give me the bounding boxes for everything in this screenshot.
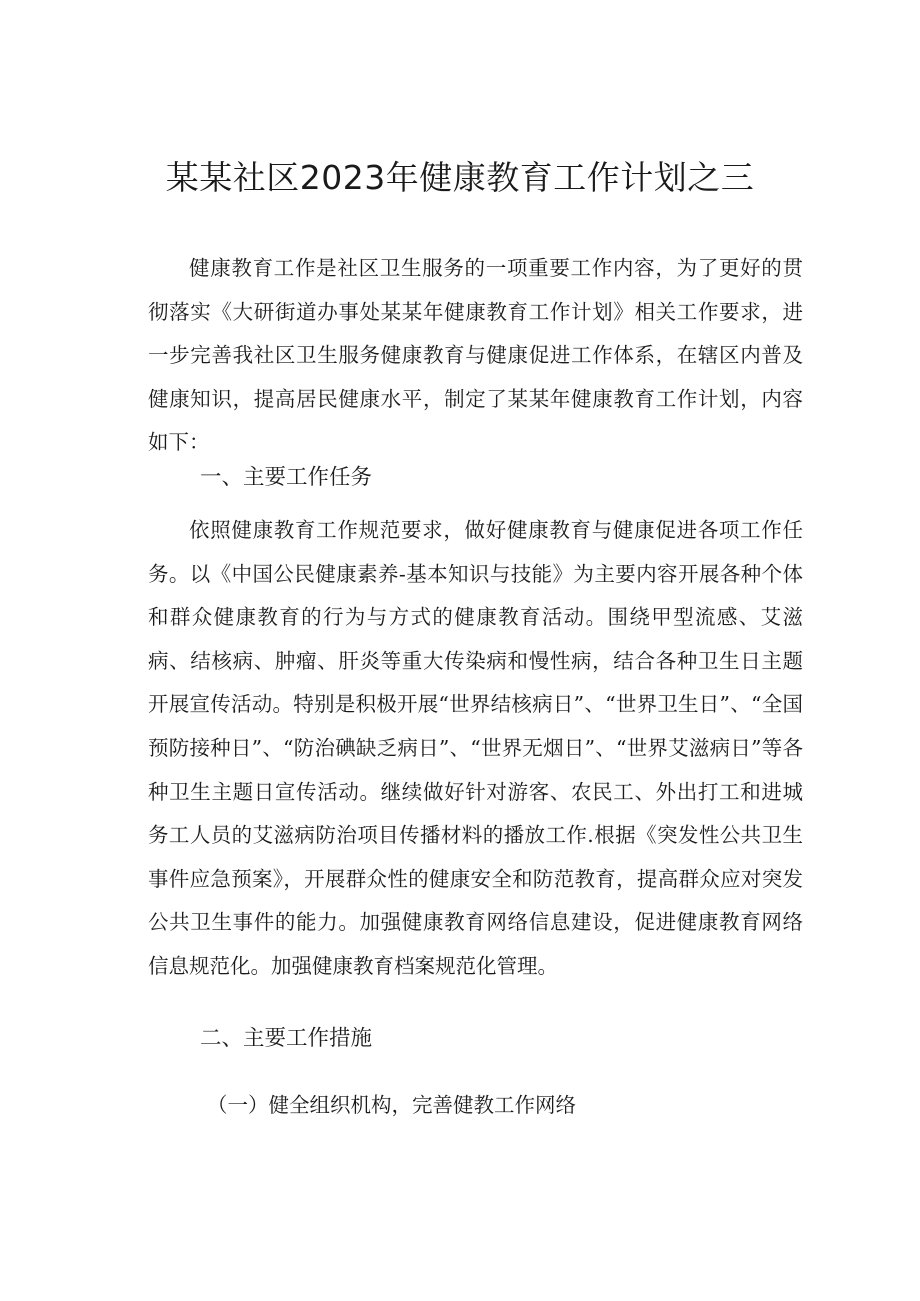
- measures-subheading: （一）健全组织机构，完善健教工作网络: [207, 1093, 576, 1117]
- intro-paragraph: 健康教育工作是社区卫生服务的一项重要工作内容，为了更好的贯彻落实《大研街道办事处某某年健康教育工作计划》相关工作要求，进一步完善我社区卫生服务健康教育与健康促进工作体系，在辖区内普及健康知识，提高居民健康水平，制定了某某年健康教育工作计划，内容如下：: [148, 256, 803, 455]
- section-heading-tasks: 一、主要工作任务: [200, 465, 373, 490]
- document-title: 某某社区2023年健康教育工作计划之三: [165, 158, 755, 197]
- section-heading-measures: 二、主要工作措施: [200, 1026, 373, 1051]
- tasks-paragraph: 依照健康教育工作规范要求，做好健康教育与健康促进各项工作任务。以《中国公民健康素养-基本知识与技能》为主要内容开展各种个体和群众健康教育的行为与方式的健康教育活动。围绕甲型流感、艾滋病、结核病、肿瘤、肝炎等重大传染病和慢性病，结合各种卫生日主题开展宣传活动。特别是积极开展“世界结核病日”、“世界卫生日”、“全国预防接种日”、“防治碘缺乏病日”、“世界无烟日”、“世界艾滋病日”等各种卫生主题日宣传活动。继续做好针对游客、农民工、外出打工和进城务工人员的艾滋病防治项目传播材料的播放工作.根据《突发性公共卫生事件应急预案》，开展群众性的健康安全和防范教育，提高群众应对突发公共卫生事件的能力。加强健康教育网络信息建设，促进健康教育网络信息规范化。加强健康教育档案规范化管理。: [148, 518, 803, 978]
